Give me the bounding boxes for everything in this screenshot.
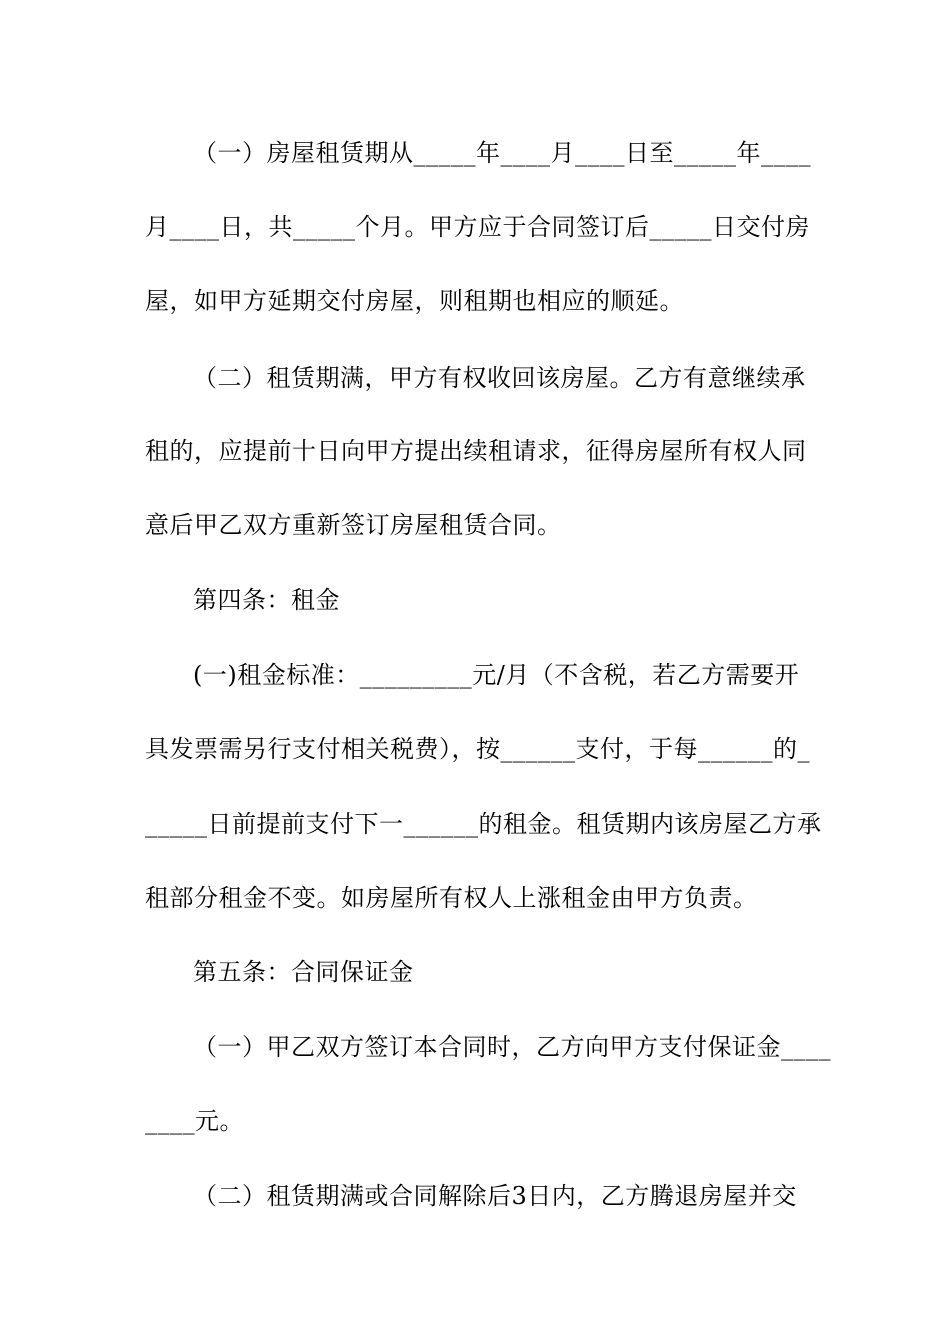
paragraph-line: 意后甲乙双方重新签订房屋租赁合同。 [145, 511, 562, 539]
paragraph-line: 租部分租金不变。如房屋所有权人上涨租金由甲方负责。 [145, 884, 758, 912]
paragraph-line: 屋，如甲方延期交付房屋，则租期也相应的顺延。 [145, 287, 684, 315]
paragraph-line: （二）租赁期满或合同解除后3日内，乙方腾退房屋并交 [193, 1182, 797, 1210]
paragraph-line: (一)租金标准：_________元/月（不含税，若乙方需要开 [193, 661, 800, 689]
paragraph-line: （一）房屋租赁期从_____年____月____日至_____年____ [193, 139, 811, 167]
paragraph-line: 具发票需另行支付相关税费），按______支付，于每______的_ [145, 735, 810, 763]
paragraph-line: _____日前提前支付下一______的租金。租赁期内该房屋乙方承 [145, 810, 822, 838]
paragraph-line: （一）甲乙双方签订本合同时，乙方向甲方支付保证金____ [193, 1033, 831, 1061]
paragraph-line: 租的，应提前十日向甲方提出续租请求，征得房屋所有权人同 [145, 437, 807, 465]
paragraph-line: 月____日，共_____个月。甲方应于合同签订后_____日交付房 [145, 213, 810, 241]
section-heading: 第四条：租金 [193, 586, 340, 614]
paragraph-line: （二）租赁期满，甲方有权收回该房屋。乙方有意继续承 [193, 364, 806, 392]
paragraph-line: ____元。 [145, 1107, 244, 1135]
section-heading: 第五条：合同保证金 [193, 958, 414, 986]
